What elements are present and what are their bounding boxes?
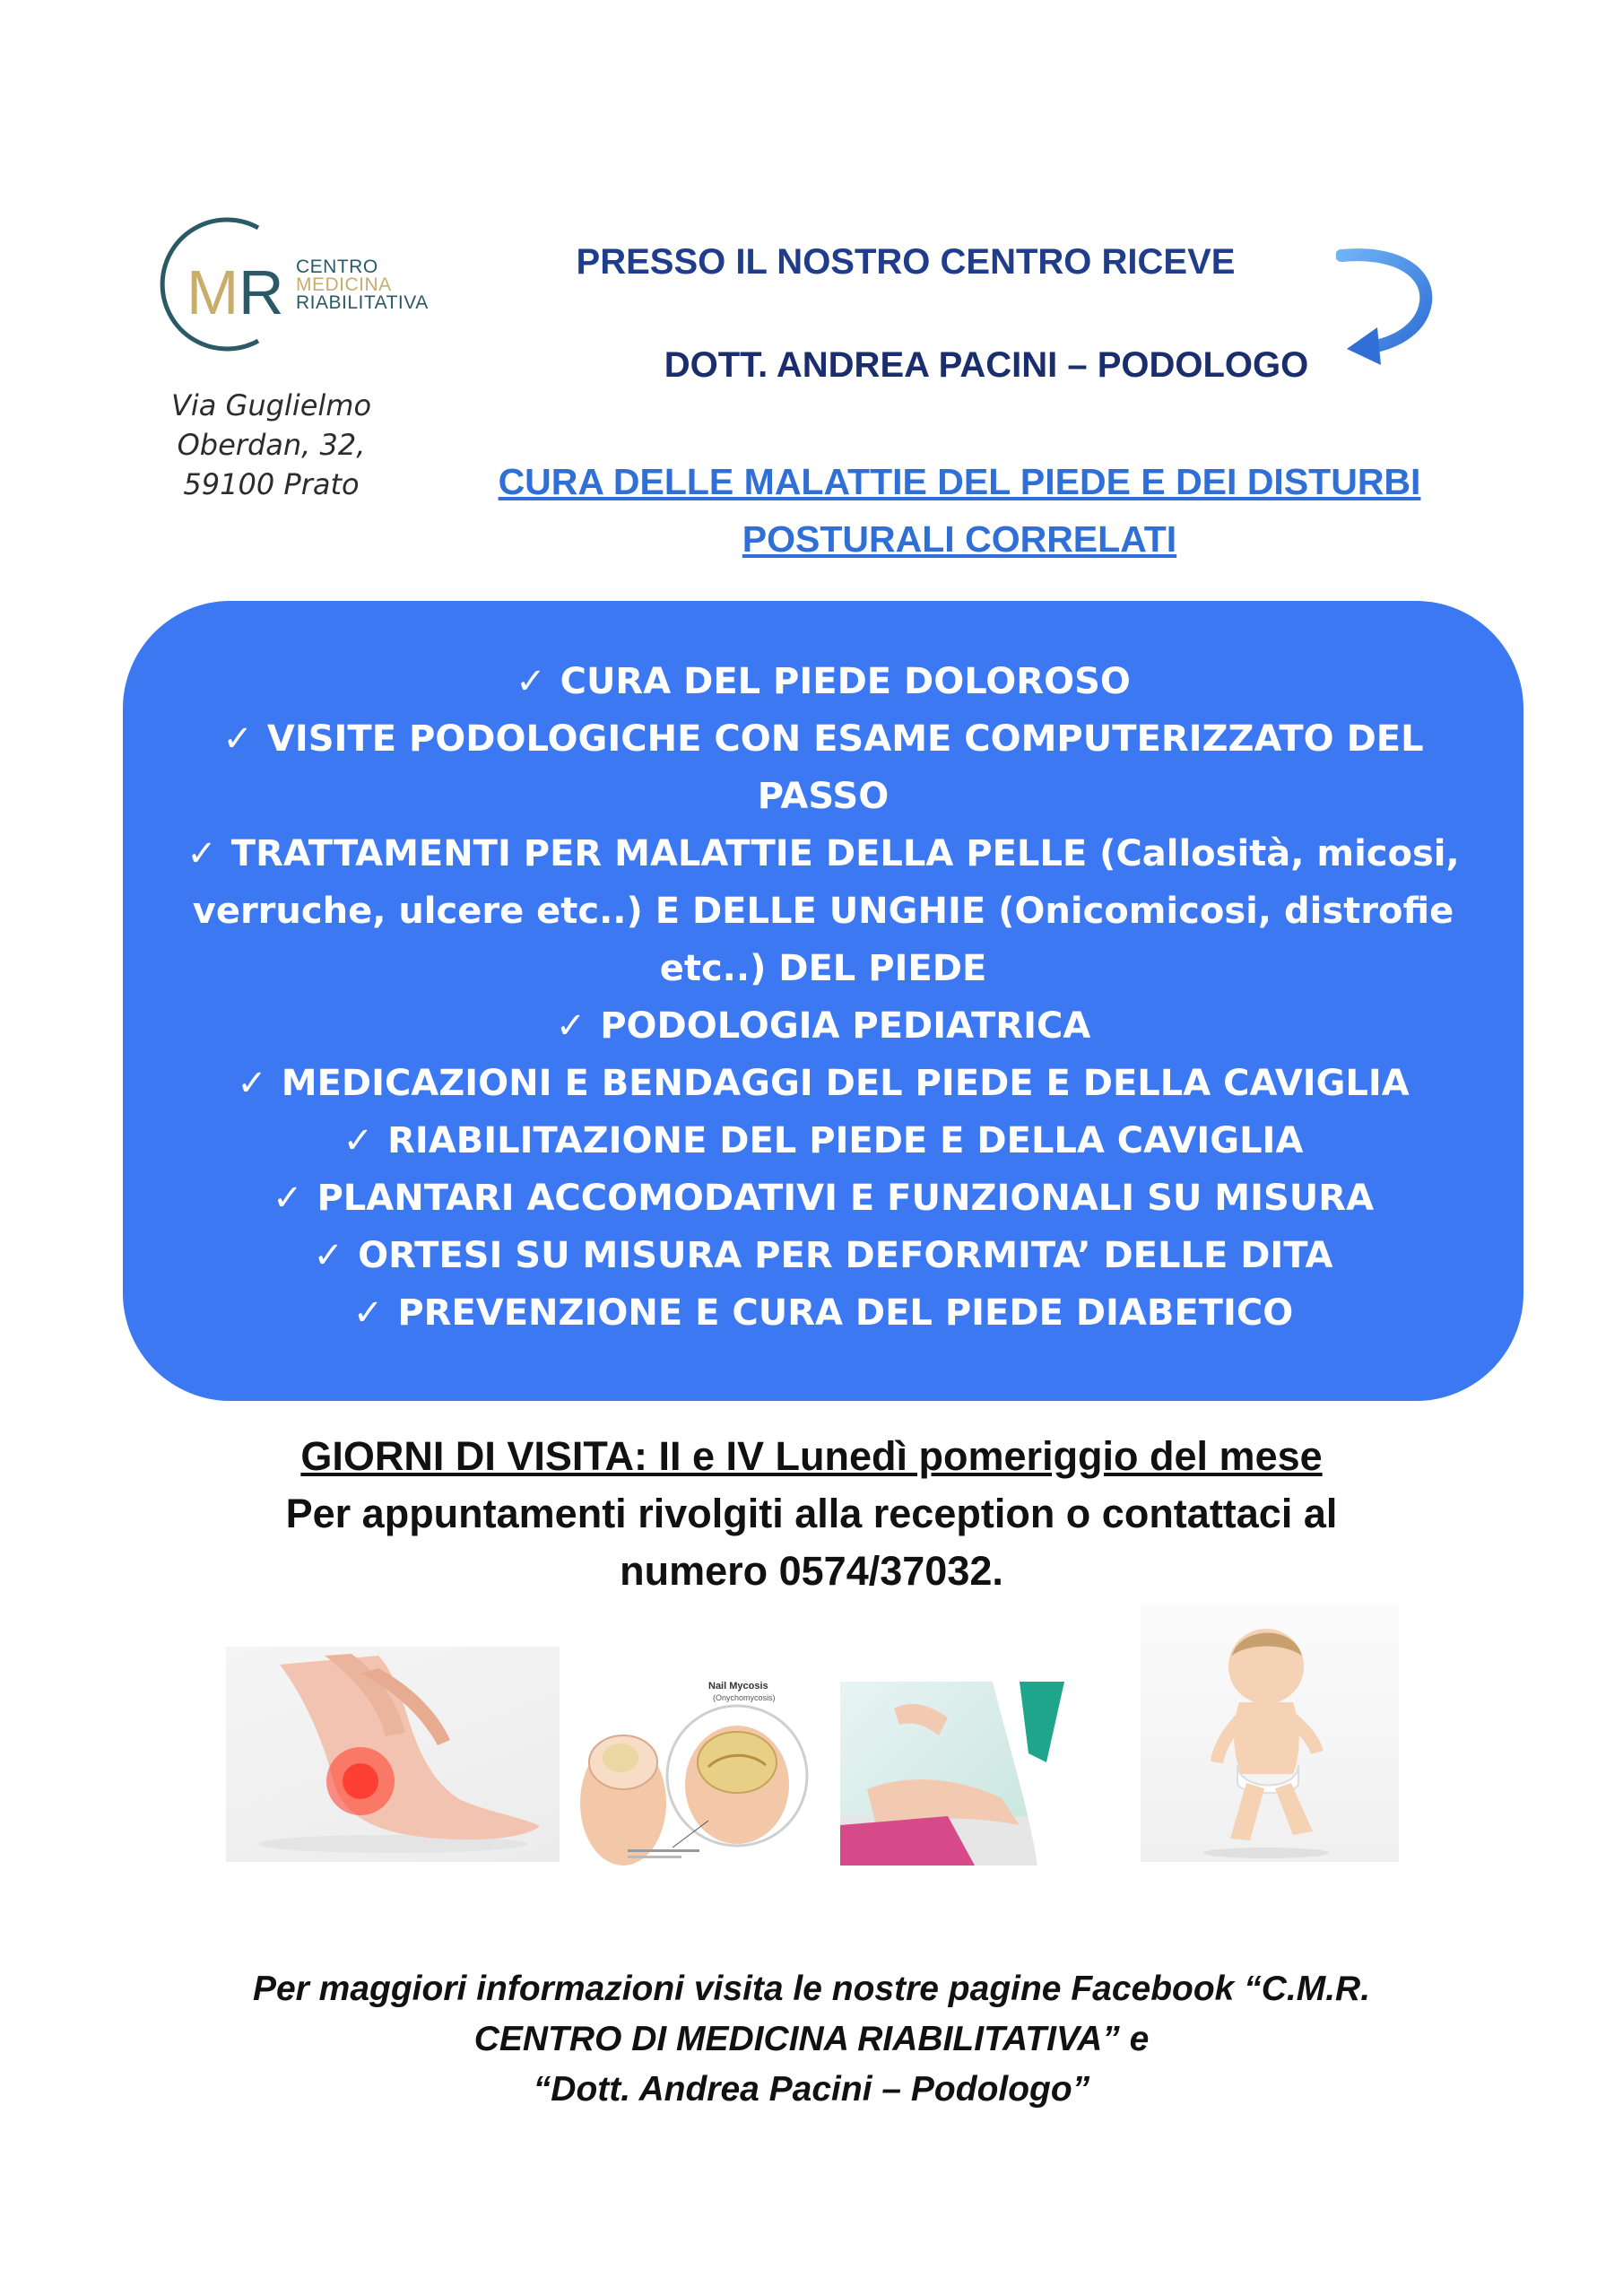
logo-monogram-m: M: [187, 257, 239, 327]
curved-arrow-icon: [1336, 238, 1435, 372]
visit-info: [90, 1428, 1533, 1600]
nail-mycosis-sublabel: (Onychomycosis): [713, 1693, 776, 1702]
header-line-2: DOTT. ANDREA PACINI – PODOLOGO: [664, 345, 1309, 385]
service-item: [159, 710, 1488, 825]
service-item: [159, 653, 1488, 710]
service-text: TRATTAMENTI PER MALATTIE DELLA PELLE (Callosità, micosi, verruche, ulcere etc..) E DELLE UNGHIE (Onicomicosi, distrofie etc..) DEL PIEDE: [192, 833, 1460, 989]
address-street: Via Guglielmo: [170, 388, 372, 422]
visit-days: GIORNI DI VISITA: II e IV Lunedì pomeriggio del mese: [300, 1433, 1323, 1479]
address-city: 59100 Prato: [183, 467, 360, 501]
services-box: [123, 601, 1523, 1401]
logo-line-riabilitativa: RIABILITATIVA: [296, 292, 429, 313]
service-item: [159, 825, 1488, 997]
footer-info: [143, 1964, 1480, 2115]
service-item: [159, 1055, 1488, 1112]
service-item: [159, 1284, 1488, 1342]
service-item: [159, 1112, 1488, 1170]
checkmark-icon: ✓: [352, 1292, 384, 1334]
service-text: PLANTARI ACCOMODATIVI E FUNZIONALI SU MISURA: [317, 1178, 1375, 1219]
address-number: Oberdan, 32,: [177, 428, 366, 462]
service-text: PREVENZIONE E CURA DEL PIEDE DIABETICO: [397, 1292, 1294, 1334]
subtitle: [484, 453, 1435, 568]
checkmark-icon: ✓: [516, 661, 546, 702]
service-text: PODOLOGIA PEDIATRICA: [600, 1005, 1091, 1047]
nail-mycosis-illustration: [574, 1677, 825, 1870]
service-text: ORTESI SU MISURA PER DEFORMITA’ DELLE DITA: [358, 1235, 1333, 1276]
service-text: MEDICAZIONI E BENDAGGI DEL PIEDE E DELLA CAVIGLIA: [281, 1063, 1410, 1104]
center-logo: [143, 208, 448, 361]
service-item: [159, 1170, 1488, 1227]
contact-line-1: Per appuntamenti rivolgiti alla reception o contattaci al: [285, 1491, 1338, 1536]
logo-monogram-r: R: [239, 257, 284, 327]
checkmark-icon: ✓: [272, 1178, 303, 1219]
checkmark-icon: ✓: [222, 718, 253, 760]
service-item: [159, 997, 1488, 1055]
logo-line-medicina: MEDICINA: [296, 274, 392, 295]
logo-line-centro: CENTRO: [296, 257, 378, 277]
service-text: CURA DEL PIEDE DOLOROSO: [560, 661, 1131, 702]
service-item: [159, 1227, 1488, 1284]
header-line-1: PRESSO IL NOSTRO CENTRO RICEVE: [576, 242, 1236, 282]
footer-line-3: “Dott. Andrea Pacini – Podologo”: [533, 2070, 1090, 2109]
checkmark-icon: ✓: [237, 1063, 267, 1104]
footer-line-1: Per maggiori informazioni visita le nostre pagine Facebook “C.M.R.: [252, 1970, 1371, 2008]
heel-pain-photo: [226, 1647, 560, 1862]
checkmark-icon: ✓: [187, 833, 217, 874]
subtitle-line-2: POSTURALI CORRELATI: [742, 518, 1177, 560]
service-text: VISITE PODOLOGICHE CON ESAME COMPUTERIZZATO DEL PASSO: [266, 718, 1424, 817]
checkmark-icon: ✓: [313, 1235, 344, 1276]
address: [135, 386, 408, 504]
nail-mycosis-label: Nail Mycosis: [708, 1681, 768, 1692]
subtitle-line-1: CURA DELLE MALATTIE DEL PIEDE E DEI DISTURBI: [498, 461, 1421, 502]
baby-walking-photo: [1141, 1604, 1399, 1862]
foot-therapy-photo: [840, 1682, 1138, 1866]
checkmark-icon: ✓: [343, 1120, 374, 1161]
checkmark-icon: ✓: [555, 1005, 586, 1047]
service-text: RIABILITAZIONE DEL PIEDE E DELLA CAVIGLIA: [387, 1120, 1304, 1161]
services-list: [159, 653, 1488, 1342]
contact-line-2: numero 0574/37032.: [620, 1548, 1003, 1594]
footer-line-2: CENTRO DI MEDICINA RIABILITATIVA” e: [473, 2020, 1150, 2058]
